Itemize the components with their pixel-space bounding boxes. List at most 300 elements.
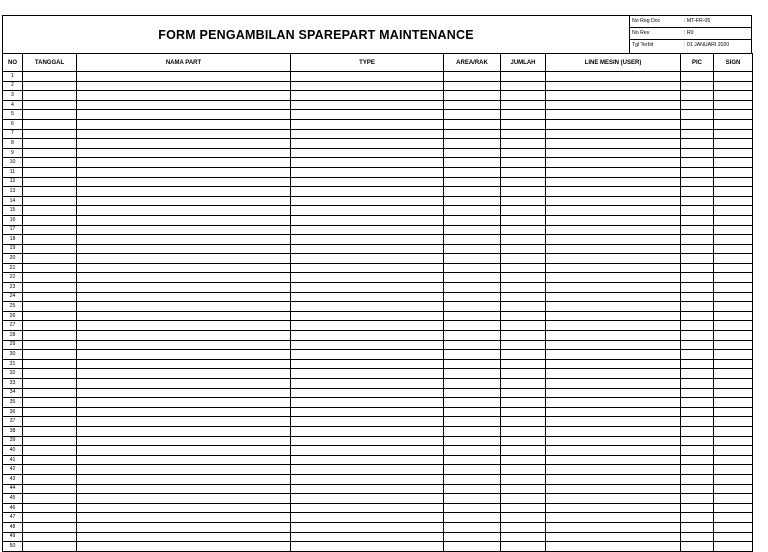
cell-area-rak[interactable] <box>444 91 501 101</box>
cell-sign[interactable] <box>714 72 753 82</box>
cell-sign[interactable] <box>714 206 753 216</box>
cell-jumlah[interactable] <box>501 522 546 532</box>
cell-nama-part[interactable] <box>77 158 291 168</box>
cell-nama-part[interactable] <box>77 273 291 283</box>
cell-nama-part[interactable] <box>77 292 291 302</box>
cell-jumlah[interactable] <box>501 158 546 168</box>
cell-area-rak[interactable] <box>444 283 501 293</box>
cell-nama-part[interactable] <box>77 455 291 465</box>
cell-pic[interactable] <box>681 139 714 149</box>
cell-area-rak[interactable] <box>444 417 501 427</box>
cell-jumlah[interactable] <box>501 187 546 197</box>
cell-pic[interactable] <box>681 426 714 436</box>
cell-line-mesin[interactable] <box>546 244 681 254</box>
cell-sign[interactable] <box>714 474 753 484</box>
cell-type[interactable] <box>291 148 444 158</box>
cell-pic[interactable] <box>681 522 714 532</box>
cell-line-mesin[interactable] <box>546 542 681 552</box>
cell-type[interactable] <box>291 292 444 302</box>
cell-pic[interactable] <box>681 81 714 91</box>
cell-jumlah[interactable] <box>501 273 546 283</box>
cell-sign[interactable] <box>714 244 753 254</box>
cell-jumlah[interactable] <box>501 110 546 120</box>
cell-sign[interactable] <box>714 187 753 197</box>
cell-pic[interactable] <box>681 359 714 369</box>
cell-jumlah[interactable] <box>501 302 546 312</box>
cell-area-rak[interactable] <box>444 110 501 120</box>
cell-tanggal[interactable] <box>23 340 77 350</box>
cell-nama-part[interactable] <box>77 503 291 513</box>
cell-pic[interactable] <box>681 417 714 427</box>
cell-line-mesin[interactable] <box>546 177 681 187</box>
cell-jumlah[interactable] <box>501 407 546 417</box>
cell-line-mesin[interactable] <box>546 148 681 158</box>
cell-tanggal[interactable] <box>23 474 77 484</box>
cell-pic[interactable] <box>681 148 714 158</box>
cell-nama-part[interactable] <box>77 311 291 321</box>
cell-pic[interactable] <box>681 119 714 129</box>
cell-tanggal[interactable] <box>23 532 77 542</box>
cell-type[interactable] <box>291 417 444 427</box>
cell-pic[interactable] <box>681 407 714 417</box>
cell-pic[interactable] <box>681 532 714 542</box>
cell-type[interactable] <box>291 436 444 446</box>
cell-area-rak[interactable] <box>444 503 501 513</box>
cell-jumlah[interactable] <box>501 119 546 129</box>
cell-area-rak[interactable] <box>444 311 501 321</box>
cell-pic[interactable] <box>681 206 714 216</box>
cell-pic[interactable] <box>681 455 714 465</box>
cell-line-mesin[interactable] <box>546 263 681 273</box>
cell-sign[interactable] <box>714 177 753 187</box>
cell-nama-part[interactable] <box>77 244 291 254</box>
cell-nama-part[interactable] <box>77 426 291 436</box>
cell-type[interactable] <box>291 503 444 513</box>
cell-pic[interactable] <box>681 244 714 254</box>
cell-jumlah[interactable] <box>501 331 546 341</box>
cell-area-rak[interactable] <box>444 119 501 129</box>
cell-line-mesin[interactable] <box>546 158 681 168</box>
cell-area-rak[interactable] <box>444 455 501 465</box>
cell-area-rak[interactable] <box>444 196 501 206</box>
cell-type[interactable] <box>291 532 444 542</box>
cell-nama-part[interactable] <box>77 522 291 532</box>
cell-line-mesin[interactable] <box>546 474 681 484</box>
cell-area-rak[interactable] <box>444 465 501 475</box>
cell-type[interactable] <box>291 465 444 475</box>
cell-sign[interactable] <box>714 292 753 302</box>
cell-nama-part[interactable] <box>77 100 291 110</box>
cell-nama-part[interactable] <box>77 513 291 523</box>
cell-tanggal[interactable] <box>23 321 77 331</box>
cell-sign[interactable] <box>714 465 753 475</box>
cell-pic[interactable] <box>681 187 714 197</box>
cell-nama-part[interactable] <box>77 331 291 341</box>
cell-area-rak[interactable] <box>444 148 501 158</box>
cell-line-mesin[interactable] <box>546 359 681 369</box>
cell-nama-part[interactable] <box>77 465 291 475</box>
cell-pic[interactable] <box>681 158 714 168</box>
cell-type[interactable] <box>291 522 444 532</box>
cell-sign[interactable] <box>714 215 753 225</box>
cell-jumlah[interactable] <box>501 283 546 293</box>
cell-jumlah[interactable] <box>501 494 546 504</box>
cell-pic[interactable] <box>681 215 714 225</box>
cell-line-mesin[interactable] <box>546 446 681 456</box>
cell-line-mesin[interactable] <box>546 110 681 120</box>
cell-area-rak[interactable] <box>444 359 501 369</box>
cell-pic[interactable] <box>681 369 714 379</box>
cell-tanggal[interactable] <box>23 379 77 389</box>
cell-sign[interactable] <box>714 129 753 139</box>
cell-jumlah[interactable] <box>501 215 546 225</box>
cell-pic[interactable] <box>681 273 714 283</box>
cell-area-rak[interactable] <box>444 474 501 484</box>
cell-sign[interactable] <box>714 398 753 408</box>
cell-jumlah[interactable] <box>501 148 546 158</box>
cell-tanggal[interactable] <box>23 513 77 523</box>
cell-line-mesin[interactable] <box>546 196 681 206</box>
cell-tanggal[interactable] <box>23 283 77 293</box>
cell-sign[interactable] <box>714 225 753 235</box>
cell-type[interactable] <box>291 177 444 187</box>
cell-type[interactable] <box>291 129 444 139</box>
cell-sign[interactable] <box>714 311 753 321</box>
cell-nama-part[interactable] <box>77 91 291 101</box>
cell-jumlah[interactable] <box>501 91 546 101</box>
cell-nama-part[interactable] <box>77 148 291 158</box>
cell-sign[interactable] <box>714 503 753 513</box>
cell-line-mesin[interactable] <box>546 167 681 177</box>
cell-pic[interactable] <box>681 167 714 177</box>
cell-sign[interactable] <box>714 542 753 552</box>
cell-nama-part[interactable] <box>77 494 291 504</box>
cell-area-rak[interactable] <box>444 235 501 245</box>
cell-nama-part[interactable] <box>77 369 291 379</box>
cell-area-rak[interactable] <box>444 72 501 82</box>
cell-area-rak[interactable] <box>444 522 501 532</box>
cell-tanggal[interactable] <box>23 292 77 302</box>
cell-line-mesin[interactable] <box>546 331 681 341</box>
cell-pic[interactable] <box>681 321 714 331</box>
cell-line-mesin[interactable] <box>546 455 681 465</box>
cell-line-mesin[interactable] <box>546 321 681 331</box>
cell-line-mesin[interactable] <box>546 398 681 408</box>
cell-type[interactable] <box>291 513 444 523</box>
cell-area-rak[interactable] <box>444 407 501 417</box>
cell-tanggal[interactable] <box>23 254 77 264</box>
cell-nama-part[interactable] <box>77 215 291 225</box>
cell-sign[interactable] <box>714 331 753 341</box>
cell-area-rak[interactable] <box>444 129 501 139</box>
cell-nama-part[interactable] <box>77 436 291 446</box>
cell-sign[interactable] <box>714 532 753 542</box>
cell-area-rak[interactable] <box>444 321 501 331</box>
cell-pic[interactable] <box>681 465 714 475</box>
cell-type[interactable] <box>291 225 444 235</box>
cell-sign[interactable] <box>714 484 753 494</box>
cell-area-rak[interactable] <box>444 206 501 216</box>
cell-tanggal[interactable] <box>23 331 77 341</box>
cell-line-mesin[interactable] <box>546 311 681 321</box>
cell-tanggal[interactable] <box>23 436 77 446</box>
cell-line-mesin[interactable] <box>546 206 681 216</box>
cell-area-rak[interactable] <box>444 484 501 494</box>
cell-pic[interactable] <box>681 542 714 552</box>
cell-sign[interactable] <box>714 167 753 177</box>
cell-tanggal[interactable] <box>23 407 77 417</box>
cell-sign[interactable] <box>714 81 753 91</box>
cell-jumlah[interactable] <box>501 321 546 331</box>
cell-area-rak[interactable] <box>444 532 501 542</box>
cell-pic[interactable] <box>681 196 714 206</box>
cell-tanggal[interactable] <box>23 388 77 398</box>
cell-tanggal[interactable] <box>23 359 77 369</box>
cell-sign[interactable] <box>714 388 753 398</box>
cell-sign[interactable] <box>714 417 753 427</box>
cell-sign[interactable] <box>714 283 753 293</box>
cell-tanggal[interactable] <box>23 311 77 321</box>
cell-line-mesin[interactable] <box>546 388 681 398</box>
cell-tanggal[interactable] <box>23 100 77 110</box>
cell-area-rak[interactable] <box>444 340 501 350</box>
cell-type[interactable] <box>291 350 444 360</box>
cell-jumlah[interactable] <box>501 292 546 302</box>
cell-pic[interactable] <box>681 494 714 504</box>
cell-pic[interactable] <box>681 484 714 494</box>
cell-area-rak[interactable] <box>444 542 501 552</box>
cell-line-mesin[interactable] <box>546 522 681 532</box>
cell-nama-part[interactable] <box>77 474 291 484</box>
cell-jumlah[interactable] <box>501 206 546 216</box>
cell-tanggal[interactable] <box>23 455 77 465</box>
cell-sign[interactable] <box>714 91 753 101</box>
cell-tanggal[interactable] <box>23 206 77 216</box>
cell-tanggal[interactable] <box>23 148 77 158</box>
cell-pic[interactable] <box>681 91 714 101</box>
cell-tanggal[interactable] <box>23 446 77 456</box>
cell-sign[interactable] <box>714 119 753 129</box>
cell-sign[interactable] <box>714 522 753 532</box>
cell-type[interactable] <box>291 244 444 254</box>
cell-jumlah[interactable] <box>501 426 546 436</box>
cell-nama-part[interactable] <box>77 350 291 360</box>
cell-line-mesin[interactable] <box>546 417 681 427</box>
cell-sign[interactable] <box>714 407 753 417</box>
cell-tanggal[interactable] <box>23 129 77 139</box>
cell-line-mesin[interactable] <box>546 302 681 312</box>
cell-jumlah[interactable] <box>501 513 546 523</box>
cell-line-mesin[interactable] <box>546 91 681 101</box>
cell-tanggal[interactable] <box>23 494 77 504</box>
cell-jumlah[interactable] <box>501 465 546 475</box>
cell-nama-part[interactable] <box>77 254 291 264</box>
cell-pic[interactable] <box>681 350 714 360</box>
cell-pic[interactable] <box>681 129 714 139</box>
cell-line-mesin[interactable] <box>546 254 681 264</box>
cell-tanggal[interactable] <box>23 91 77 101</box>
cell-jumlah[interactable] <box>501 398 546 408</box>
cell-line-mesin[interactable] <box>546 484 681 494</box>
cell-nama-part[interactable] <box>77 321 291 331</box>
cell-nama-part[interactable] <box>77 225 291 235</box>
cell-line-mesin[interactable] <box>546 292 681 302</box>
cell-type[interactable] <box>291 321 444 331</box>
cell-jumlah[interactable] <box>501 446 546 456</box>
cell-pic[interactable] <box>681 446 714 456</box>
cell-jumlah[interactable] <box>501 359 546 369</box>
cell-jumlah[interactable] <box>501 196 546 206</box>
cell-area-rak[interactable] <box>444 100 501 110</box>
cell-pic[interactable] <box>681 388 714 398</box>
cell-area-rak[interactable] <box>444 331 501 341</box>
cell-line-mesin[interactable] <box>546 436 681 446</box>
cell-sign[interactable] <box>714 513 753 523</box>
cell-type[interactable] <box>291 484 444 494</box>
cell-tanggal[interactable] <box>23 398 77 408</box>
cell-type[interactable] <box>291 302 444 312</box>
cell-type[interactable] <box>291 196 444 206</box>
cell-type[interactable] <box>291 72 444 82</box>
cell-area-rak[interactable] <box>444 244 501 254</box>
cell-tanggal[interactable] <box>23 167 77 177</box>
cell-line-mesin[interactable] <box>546 100 681 110</box>
cell-pic[interactable] <box>681 513 714 523</box>
cell-pic[interactable] <box>681 379 714 389</box>
cell-line-mesin[interactable] <box>546 215 681 225</box>
cell-type[interactable] <box>291 474 444 484</box>
cell-type[interactable] <box>291 110 444 120</box>
cell-area-rak[interactable] <box>444 292 501 302</box>
cell-jumlah[interactable] <box>501 139 546 149</box>
cell-line-mesin[interactable] <box>546 350 681 360</box>
cell-nama-part[interactable] <box>77 119 291 129</box>
cell-tanggal[interactable] <box>23 187 77 197</box>
cell-nama-part[interactable] <box>77 167 291 177</box>
cell-sign[interactable] <box>714 350 753 360</box>
cell-area-rak[interactable] <box>444 350 501 360</box>
cell-jumlah[interactable] <box>501 254 546 264</box>
cell-tanggal[interactable] <box>23 503 77 513</box>
cell-tanggal[interactable] <box>23 72 77 82</box>
cell-nama-part[interactable] <box>77 110 291 120</box>
cell-pic[interactable] <box>681 436 714 446</box>
cell-pic[interactable] <box>681 110 714 120</box>
cell-sign[interactable] <box>714 379 753 389</box>
cell-area-rak[interactable] <box>444 302 501 312</box>
cell-tanggal[interactable] <box>23 110 77 120</box>
cell-pic[interactable] <box>681 302 714 312</box>
cell-pic[interactable] <box>681 503 714 513</box>
cell-sign[interactable] <box>714 254 753 264</box>
cell-sign[interactable] <box>714 436 753 446</box>
cell-area-rak[interactable] <box>444 426 501 436</box>
cell-sign[interactable] <box>714 494 753 504</box>
cell-tanggal[interactable] <box>23 139 77 149</box>
cell-jumlah[interactable] <box>501 455 546 465</box>
cell-tanggal[interactable] <box>23 81 77 91</box>
cell-area-rak[interactable] <box>444 369 501 379</box>
cell-jumlah[interactable] <box>501 167 546 177</box>
cell-tanggal[interactable] <box>23 177 77 187</box>
cell-jumlah[interactable] <box>501 503 546 513</box>
cell-type[interactable] <box>291 331 444 341</box>
cell-type[interactable] <box>291 542 444 552</box>
cell-area-rak[interactable] <box>444 225 501 235</box>
cell-jumlah[interactable] <box>501 311 546 321</box>
cell-type[interactable] <box>291 235 444 245</box>
cell-tanggal[interactable] <box>23 196 77 206</box>
cell-jumlah[interactable] <box>501 340 546 350</box>
cell-type[interactable] <box>291 283 444 293</box>
cell-type[interactable] <box>291 426 444 436</box>
cell-jumlah[interactable] <box>501 350 546 360</box>
cell-line-mesin[interactable] <box>546 72 681 82</box>
cell-pic[interactable] <box>681 235 714 245</box>
cell-area-rak[interactable] <box>444 158 501 168</box>
cell-pic[interactable] <box>681 72 714 82</box>
cell-sign[interactable] <box>714 273 753 283</box>
cell-jumlah[interactable] <box>501 72 546 82</box>
cell-tanggal[interactable] <box>23 158 77 168</box>
cell-jumlah[interactable] <box>501 263 546 273</box>
cell-sign[interactable] <box>714 455 753 465</box>
cell-jumlah[interactable] <box>501 81 546 91</box>
cell-area-rak[interactable] <box>444 446 501 456</box>
cell-tanggal[interactable] <box>23 244 77 254</box>
cell-line-mesin[interactable] <box>546 235 681 245</box>
cell-type[interactable] <box>291 263 444 273</box>
cell-line-mesin[interactable] <box>546 426 681 436</box>
cell-sign[interactable] <box>714 340 753 350</box>
cell-nama-part[interactable] <box>77 407 291 417</box>
cell-nama-part[interactable] <box>77 263 291 273</box>
cell-pic[interactable] <box>681 398 714 408</box>
cell-jumlah[interactable] <box>501 369 546 379</box>
cell-tanggal[interactable] <box>23 225 77 235</box>
cell-jumlah[interactable] <box>501 542 546 552</box>
cell-type[interactable] <box>291 139 444 149</box>
cell-jumlah[interactable] <box>501 129 546 139</box>
cell-type[interactable] <box>291 359 444 369</box>
cell-pic[interactable] <box>681 263 714 273</box>
cell-line-mesin[interactable] <box>546 273 681 283</box>
cell-sign[interactable] <box>714 148 753 158</box>
cell-sign[interactable] <box>714 196 753 206</box>
cell-area-rak[interactable] <box>444 398 501 408</box>
cell-nama-part[interactable] <box>77 532 291 542</box>
cell-type[interactable] <box>291 158 444 168</box>
cell-tanggal[interactable] <box>23 542 77 552</box>
cell-line-mesin[interactable] <box>546 139 681 149</box>
cell-pic[interactable] <box>681 331 714 341</box>
cell-nama-part[interactable] <box>77 177 291 187</box>
cell-jumlah[interactable] <box>501 388 546 398</box>
cell-type[interactable] <box>291 254 444 264</box>
cell-area-rak[interactable] <box>444 81 501 91</box>
cell-type[interactable] <box>291 369 444 379</box>
cell-nama-part[interactable] <box>77 72 291 82</box>
cell-area-rak[interactable] <box>444 388 501 398</box>
cell-sign[interactable] <box>714 302 753 312</box>
cell-jumlah[interactable] <box>501 177 546 187</box>
cell-type[interactable] <box>291 91 444 101</box>
cell-line-mesin[interactable] <box>546 494 681 504</box>
cell-jumlah[interactable] <box>501 436 546 446</box>
cell-pic[interactable] <box>681 100 714 110</box>
cell-line-mesin[interactable] <box>546 407 681 417</box>
cell-tanggal[interactable] <box>23 369 77 379</box>
